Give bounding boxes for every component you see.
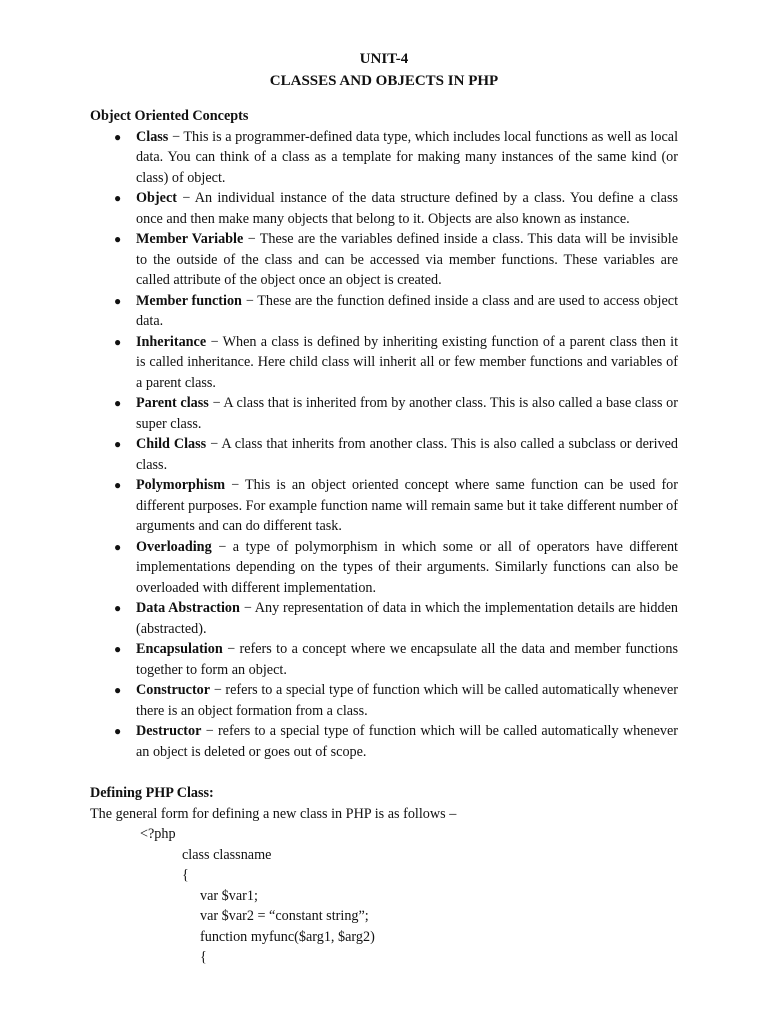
concept-item (114, 598, 678, 639)
concept-item (114, 393, 679, 434)
concept-term: Inheritance (136, 333, 207, 350)
dash: − (210, 436, 219, 452)
concept-term: Destructor (136, 723, 202, 739)
code-line: class classname (182, 846, 272, 863)
dash: − (182, 190, 191, 206)
concept-text: This is an object oriented concept where same function can be used for different purposes. For example function name will remain same but it take different number of arguments and can do different task. (136, 477, 678, 534)
bullet-icon: ● (114, 437, 122, 451)
dash: − (212, 395, 221, 411)
concept-item (114, 229, 679, 291)
concept-term: Parent class (136, 395, 209, 411)
concept-item (114, 188, 679, 229)
dash: − (243, 600, 252, 616)
concept-item (114, 291, 679, 332)
concepts-list (90, 127, 678, 763)
concept-text: This is a programmer-defined data type, which includes local functions as well as local data. You can think of a class as a template for making many instances of the same kind (or class) of object. (136, 128, 679, 186)
concept-item (114, 537, 678, 599)
dash: − (213, 682, 222, 698)
bullet-icon: ● (114, 334, 122, 349)
concept-text: refers to a concept where we encapsulate all the data and member functions together to form an object. (136, 641, 678, 678)
concept-text: When a class is defined by inheriting existing function of a parent class then it is called inheritance. Here child class will inherit all or few member functions and variables of a parent class. (136, 333, 679, 391)
concept-item (114, 127, 679, 189)
concept-item (114, 639, 678, 680)
bullet-icon: ● (114, 232, 122, 246)
concept-item (114, 475, 678, 537)
bullet-icon: ● (114, 293, 122, 308)
bullet-icon: ● (114, 539, 122, 554)
code-block (90, 824, 678, 968)
concept-term: Data Abstraction (136, 600, 240, 616)
dash: − (245, 292, 254, 309)
dash: − (227, 641, 236, 657)
document-page (90, 48, 678, 968)
concept-text: A class that inherits from another class. This is also called a subclass or derived class. (136, 436, 679, 473)
dash: − (205, 723, 214, 739)
concept-text: These are the function defined inside a class and are used to access object data. (136, 292, 679, 329)
dash: − (210, 333, 219, 350)
bullet-icon: ● (114, 642, 122, 656)
concept-item (114, 332, 679, 394)
dash: − (171, 128, 180, 145)
code-line: { (182, 867, 189, 883)
bullet-icon: ● (114, 724, 122, 738)
defining-class-heading: Defining PHP Class: (90, 785, 214, 801)
concept-item (114, 680, 679, 721)
concept-text: A class that is inherited from by another class. This is also called a base class or super class. (136, 395, 679, 432)
dash: − (247, 231, 256, 247)
concept-term: Object (136, 190, 177, 206)
page-title: CLASSES AND OBJECTS IN PHP (269, 73, 499, 89)
concept-term: Member function (136, 292, 242, 309)
bullet-icon: ● (114, 478, 122, 492)
bullet-icon: ● (114, 129, 122, 144)
bullet-icon: ● (114, 191, 122, 205)
concept-text: a type of polymorphism in which some or all of operators have different implementations depending on the types of their arguments. Similarly functions can also be overloaded with different implementation. (136, 538, 678, 596)
concept-term: Class (136, 128, 169, 145)
concept-text: refers to a special type of function which will be called automatically whenever an object is deleted or goes out of scope. (136, 723, 678, 760)
code-line: var $var2 = “constant string”; (200, 908, 369, 924)
code-line: function myfunc($arg1, $arg2) (200, 928, 375, 945)
concept-term: Child Class (136, 436, 207, 452)
concept-term: Member Variable (136, 231, 244, 247)
concept-text: Any representation of data in which the implementation details are hidden (abstracted). (136, 600, 678, 637)
concept-text: An individual instance of the data structure defined by a class. You define a class once and then make many objects that belong to it. Objects are also known as instance. (136, 190, 679, 227)
bullet-icon: ● (114, 396, 122, 410)
defining-class-intro: The general form for defining a new class in PHP is as follows – (90, 805, 457, 822)
dash: − (218, 538, 227, 555)
unit-title: UNIT-4 (359, 51, 409, 67)
concept-text: These are the variables defined inside a class. This data will be invisible to the outside of the class and can be accessed via member functions. These variables are called attribute of the object once an object is created. (136, 231, 679, 288)
code-line: { (200, 949, 207, 965)
concept-text: refers to a special type of function which will be called automatically whenever there is an object formation from a class. (136, 682, 679, 719)
concepts-heading: Object Oriented Concepts (90, 108, 249, 124)
concept-term: Polymorphism (136, 477, 226, 493)
concept-term: Overloading (136, 538, 212, 555)
bullet-icon: ● (114, 683, 122, 697)
concept-term: Encapsulation (136, 641, 223, 657)
code-line: var $var1; (200, 887, 258, 904)
concept-term: Constructor (136, 682, 211, 698)
code-line: <?php (140, 826, 176, 842)
concept-item (114, 434, 679, 475)
bullet-icon: ● (114, 601, 122, 615)
concept-item (114, 721, 678, 762)
dash: − (231, 477, 240, 493)
